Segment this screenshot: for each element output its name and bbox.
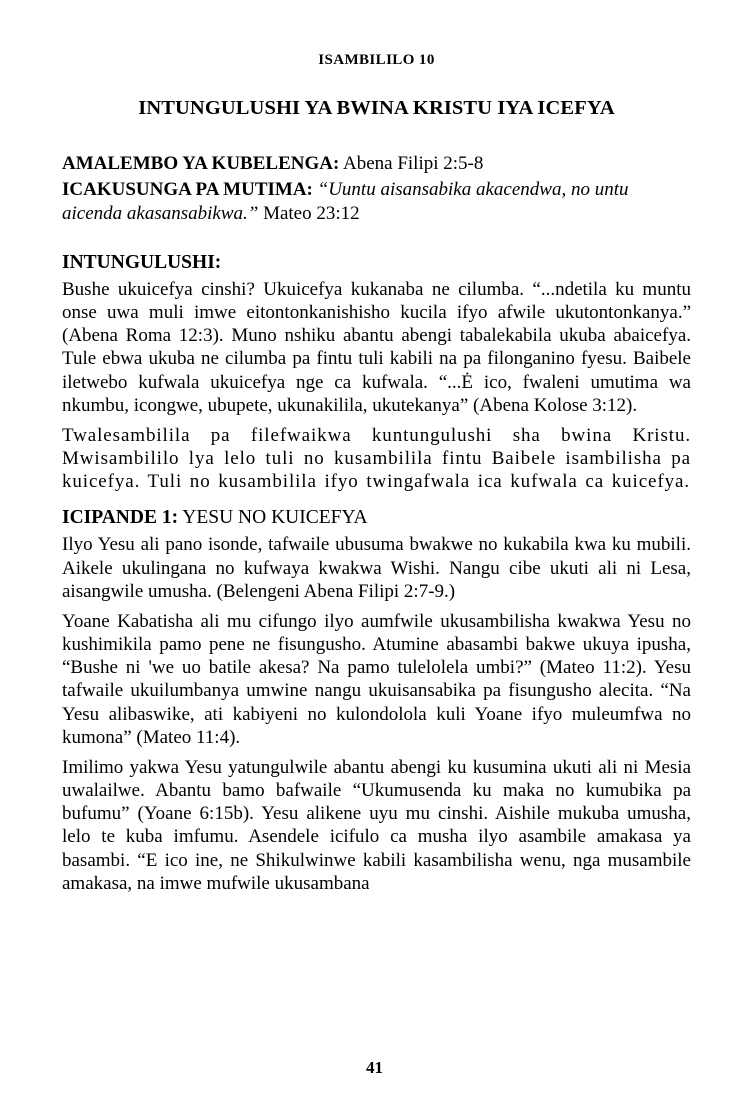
intro-paragraph-1: Bushe ukuicefya cinshi? Ukuicefya kukanaba ne cilumba. “...ndetila ku muntu onse uwa muli imwe eitontonkanishisho kucila ifyo afwile ukutontonkanya.” (Abena Roma 12:3). Muno nshiku abantu abengi tabalekabila ukuba abaicefya. Tule ebwa ukuba ne cilumba pa fintu tuli kabili na pa filonganino fyesu. Baibele iletwebo kufwala ukuicefya nge ca kufwala. “...Ė ico, fwaleni umutima wa nkumbu, icongwe, ubupete, ukunakilila, ukutekanya” (Abena Kolose 3:12). (62, 278, 691, 416)
intro-paragraph-2: Twalesambilila pa filefwaikwa kuntungulushi sha bwina Kristu. Mwisambililo lya lelo tuli no kusambilila fintu Baibele isambilisha pa kuicefya. Tuli no kusambilila ifyo twingafwala ica kufwala ca kuicefya. (62, 424, 691, 493)
page-title: INTUNGULUSHI YA BWINA KRISTU IYA ICEFYA (138, 97, 615, 119)
part1-label: ICIPANDE 1: (62, 507, 179, 529)
part1-paragraph-2: Yoane Kabatisha ali mu cifungo ilyo aumfwile ukusambilisha kwakwa Yesu no kushimikila pamo pene ne fisungusho. Atumine abasambi bakwe ukuya ipusha, “Bushe ni 'we uo batile akesa? Na pamo tulelolela umbi?” (Mateo 11:2). Yesu tafwaile ukuilumbanya umwine nangu ukuisansabika pa fisungusho alecita. “Na Yesu alibaswike, ati kabiyeni no kulondolola kuli Yoane ifyo muleumfwa no kumona” (Mateo 11:4). (62, 610, 691, 748)
memory-quote: “Uuntu aisansabika akacendwa, no untu aicenda akasansabikwa.” (62, 178, 629, 224)
part1-title: YESU NO KUICEFYA (178, 507, 368, 529)
lesson-number: ISAMBILILO 10 (318, 52, 435, 68)
part1-paragraph-1: Ilyo Yesu ali pano isonde, tafwaile ubusuma bwakwe no kukabila kwa ku mubili. Aikele ukulingana no kufwaya kwakwa Wishi. Nangu cibe ukuti ali ni Lesa, aisangwile umusha. (Belengeni Abena Filipi 2:7-9.) (62, 534, 691, 602)
part1-paragraph-3: Imilimo yakwa Yesu yatungulwile abantu abengi ku kusumina ukuti ali ni Mesia uwalailwe. Abantu bamo bafwaile “Ukumusenda ku maka no kumubika pa bufumu” (Yoane 6:15b). Yesu alikene uyu mu cinshi. Aishile mukuba umusha, lelo te kuba imfumu. Asendele icifulo ca musha ilyo asambile amakasa ya basambi. “E ico ine, ne Shikulwinwe kabili kasambilisha wenu, nga musambile amakasa, na imwe mufwile ukusambana (62, 756, 691, 894)
memory-label: ICAKUSUNGA PA MUTIMA: (62, 178, 313, 200)
reading-value: Abena Filipi 2:5-8 (339, 153, 484, 174)
memory-verse-line (62, 178, 691, 226)
intro-heading: INTUNGULUSHI: (62, 251, 222, 273)
memory-reference: Mateo 23:12 (258, 202, 360, 224)
page-number: 41 (366, 1058, 383, 1077)
reading-reference-line (62, 152, 691, 176)
reading-label: AMALEMBO YA KUBELENGA: (62, 153, 340, 174)
part1-heading (62, 507, 691, 529)
